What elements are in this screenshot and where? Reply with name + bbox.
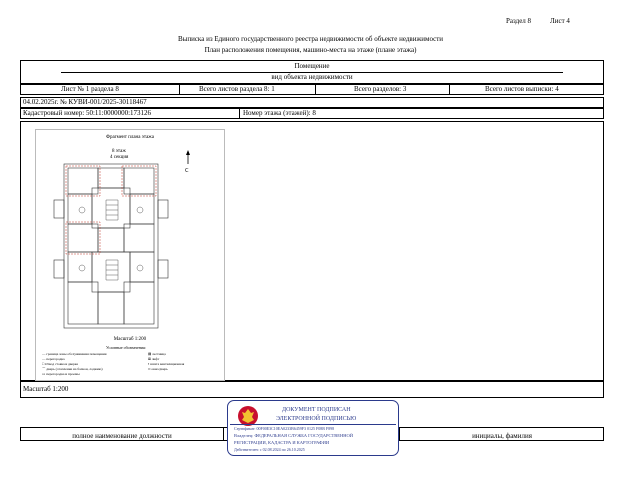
sheet-number: Лист 4 bbox=[550, 17, 570, 25]
legend-right bbox=[148, 352, 224, 372]
cadastral-row bbox=[20, 108, 604, 119]
plan-area bbox=[20, 121, 604, 381]
signature-line1: ДОКУМЕНТ ПОДПИСАН bbox=[282, 407, 351, 413]
total-sections: Всего разделов: 3 bbox=[354, 85, 407, 93]
plan-section-label: 4 секция bbox=[110, 155, 129, 160]
legend-item: ▭ перегородка и проемы bbox=[42, 372, 80, 376]
section-number: Раздел 8 bbox=[506, 17, 532, 25]
scale-row bbox=[20, 381, 604, 398]
cadastral-number: Кадастровый номер: 50:11:0000000:173126 bbox=[23, 109, 152, 117]
total-sheets-section: Всего листов раздела 8: 1 bbox=[199, 85, 275, 93]
sheet-info-row bbox=[20, 84, 604, 95]
signature-valid: Действителен: с 02.08.2024 по 26.10.2025 bbox=[234, 447, 305, 452]
floor-number: Номер этажа (этажей): 8 bbox=[243, 109, 316, 117]
legend-item: ▪ шахта вентиляционная bbox=[148, 362, 185, 366]
total-sheets-extract: Всего листов выписки: 4 bbox=[485, 85, 559, 93]
legend-item: ⌒ дверь (отопление на балкон, лоджию) bbox=[42, 367, 103, 371]
object-caption: вид объекта недвижимости bbox=[271, 73, 353, 81]
legend-item: — перегородка bbox=[42, 357, 65, 361]
signature-owner2: РЕГИСТРАЦИИ, КАДАСТРА И КАРТОГРАФИИ bbox=[234, 440, 330, 445]
document-title: Выписка из Единого государственного реестра недвижимости об объекте недвижимости bbox=[177, 35, 444, 43]
signature-cert: Сертификат: 00F00E3C10EA0233B6459F3 0125 F08B F898 bbox=[234, 426, 335, 431]
floor-plan-sheet bbox=[35, 129, 225, 381]
doc-ref-row bbox=[20, 97, 604, 108]
legend-item: ⊠ лифт bbox=[148, 357, 160, 361]
scale-label: Масштаб 1:200 bbox=[23, 385, 69, 393]
legend-item: — граница зоны обслуживания помещения bbox=[42, 352, 107, 356]
doc-ref: 04.02.2025г. № КУВИ-001/2025-30118467 bbox=[23, 98, 147, 106]
plan-scale: Масштаб 1:200 bbox=[113, 337, 147, 342]
legend-item: ═ окно/дверь bbox=[148, 367, 168, 371]
legend-item: ▤ лестница bbox=[148, 352, 166, 356]
floor-plan-drawing bbox=[46, 160, 176, 332]
svg-text:С: С bbox=[185, 168, 189, 174]
plan-heading: Фрагмент плана этажа bbox=[106, 135, 154, 140]
sheet-no: Лист № 1 раздела 8 bbox=[61, 85, 119, 93]
document-subtitle: План расположения помещения, машино-места на этаже (плане этажа) bbox=[204, 46, 417, 54]
name-caption: инициалы, фамилия bbox=[472, 432, 532, 440]
signature-line2: ЭЛЕКТРОННОЙ ПОДПИСЬЮ bbox=[276, 416, 357, 422]
object-box bbox=[20, 60, 604, 84]
electronic-signature-stamp bbox=[227, 400, 399, 456]
signature-owner: Владелец: ФЕДЕРАЛЬНАЯ СЛУЖБА ГОСУДАРСТВЕННОЙ bbox=[234, 433, 354, 438]
legend-item: □ Отвод стояка и дверка bbox=[42, 362, 79, 366]
north-arrow-icon bbox=[182, 150, 194, 174]
plan-floor-label: 8 этаж bbox=[112, 149, 126, 154]
position-caption: полное наименование должности bbox=[72, 432, 172, 440]
legend-left bbox=[42, 352, 138, 377]
object-name: Помещение bbox=[294, 62, 330, 70]
legend-title: Условные обозначения: bbox=[106, 345, 147, 350]
